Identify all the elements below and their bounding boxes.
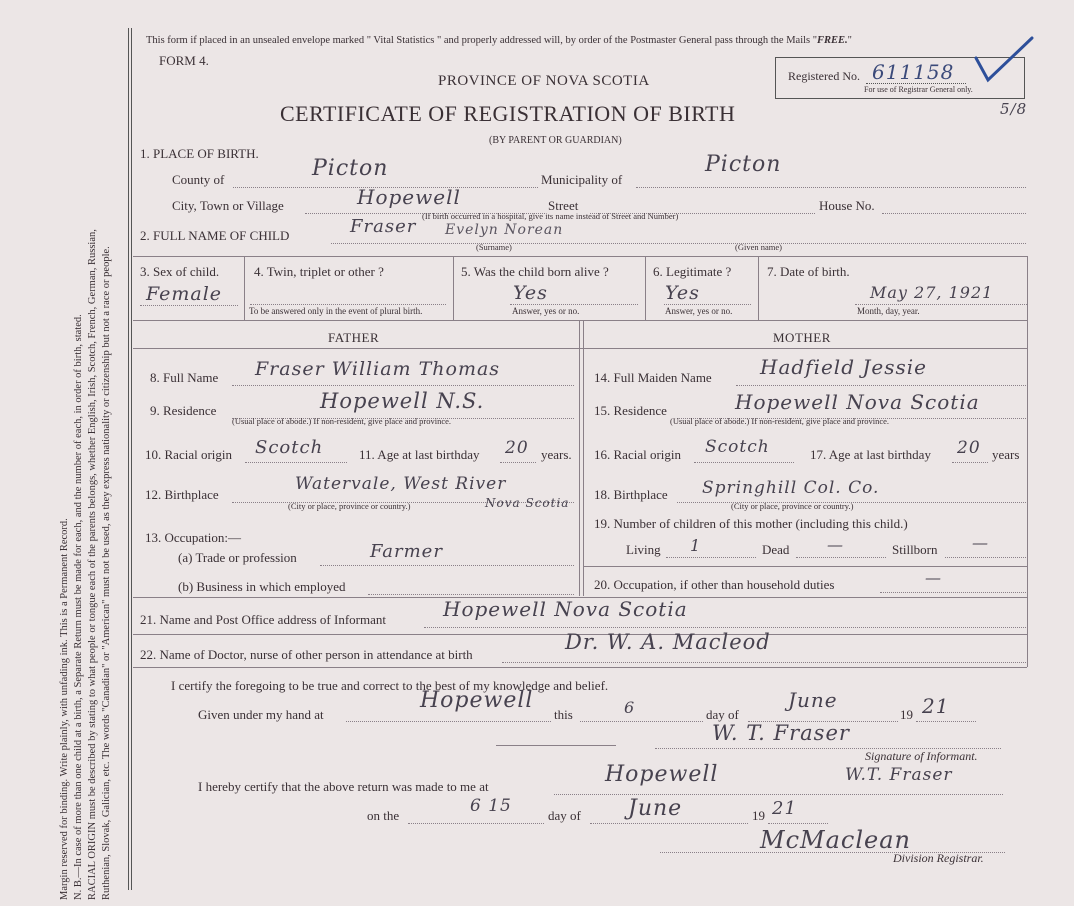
child-surname-value: Fraser <box>350 216 417 237</box>
legitimate-label: 6. Legitimate ? <box>653 264 732 279</box>
county-value: Picton <box>312 156 389 181</box>
margin-note-4: Ruthenian, Slovak, Galician, etc. The words "Canadian" or "American" must not be used, as they express nationality or citizenship but not a race or people. <box>101 246 112 900</box>
mother-name-value: Hadfield Jessie <box>760 355 927 379</box>
margin-note-3: RACIAL ORIGIN must be described by stating to what people or tongue each of the parents belongs, whether English, Irish, Scotch, French, German, Russian, <box>87 229 98 900</box>
doctor-label: 22. Name of Doctor, nurse of other person in attendance at birth <box>140 647 473 662</box>
mother-name-label: 14. Full Maiden Name <box>594 370 712 385</box>
province-heading: PROVINCE OF NOVA SCOTIA <box>438 73 650 89</box>
return-year-value: 21 <box>772 798 797 819</box>
doctor-value: Dr. W. A. Macleod <box>565 630 771 654</box>
living-value: 1 <box>690 536 702 555</box>
mother-residence-value: Hopewell Nova Scotia <box>735 390 980 414</box>
father-abode-note: (Usual place of abode.) If non-resident, give place and province. <box>232 416 452 426</box>
father-name-label: 8. Full Name <box>150 370 219 385</box>
postal-notice: This form if placed in an unsealed envelope marked " Vital Statistics " and properly addressed will, by order of the Postmaster General pass through the Mails "FREE." <box>146 35 852 46</box>
father-residence-label: 9. Residence <box>150 403 217 418</box>
form-number: FORM 4. <box>159 53 209 68</box>
city-value: Hopewell <box>357 185 461 209</box>
legitimate-note: Answer, yes or no. <box>665 306 733 316</box>
return-place-value: Hopewell <box>605 762 719 787</box>
twin-label: 4. Twin, triplet or other ? <box>254 264 384 279</box>
father-trade-label: (a) Trade or profession <box>178 550 297 565</box>
informant-label: 21. Name and Post Office address of Informant <box>140 612 386 627</box>
dead-value: — <box>827 535 844 554</box>
father-occupation-label: 13. Occupation:— <box>145 530 242 545</box>
surname-caption: (Surname) <box>476 242 512 252</box>
checkmark-icon <box>970 32 1040 92</box>
margin-note-1: Margin reserved for binding. Write plainly, with unfading ink. This is a Permanent Record. <box>59 518 70 900</box>
sex-label: 3. Sex of child. <box>140 264 220 279</box>
given-caption: (Given name) <box>735 242 782 252</box>
return-year-prefix: 19 <box>752 808 765 823</box>
dob-label: 7. Date of birth. <box>767 264 850 279</box>
father-name-value: Fraser William Thomas <box>255 358 501 380</box>
father-birthplace-value: Watervale, West River <box>295 474 507 494</box>
child-name-label: 2. FULL NAME OF CHILD <box>140 228 290 243</box>
margin-rule <box>128 28 129 890</box>
return-day-of-label: day of <box>548 808 581 823</box>
twin-note: To be answered only in the event of plural birth. <box>249 306 423 316</box>
place-of-birth-label: 1. PLACE OF BIRTH. <box>140 146 259 161</box>
alive-label: 5. Was the child born alive ? <box>461 264 609 279</box>
hereby-certify-text: I hereby certify that the above return was made to me at <box>198 779 489 794</box>
county-label: County of <box>172 172 225 187</box>
father-racial-value: Scotch <box>255 437 324 458</box>
father-age-label: 11. Age at last birthday <box>359 447 480 462</box>
certificate-subtitle: (BY PARENT OR GUARDIAN) <box>489 135 622 146</box>
return-initials: W.T. Fraser <box>845 765 953 785</box>
dob-value: May 27, 1921 <box>870 283 994 302</box>
margin-rule-inner <box>131 28 132 890</box>
children-count-label: 19. Number of children of this mother (including this child.) <box>594 516 908 531</box>
return-month-value: June <box>628 796 683 821</box>
margin-note-2: N. B.—In case of more than one child at a birth, a Separate Return must be made for each, and the number of each, in order of birth, stated. <box>73 314 84 900</box>
mother-heading: MOTHER <box>773 330 831 345</box>
day-of-label: day of <box>706 707 739 722</box>
informant-signature-caption: Signature of Informant. <box>865 749 978 763</box>
mother-years-label: years <box>992 447 1020 462</box>
legitimate-value: Yes <box>665 282 700 304</box>
dob-note: Month, day, year. <box>857 306 920 316</box>
sex-value: Female <box>146 283 223 305</box>
father-residence-value: Hopewell N.S. <box>320 389 485 413</box>
mother-occupation-label: 20. Occupation, if other than household duties <box>594 577 835 592</box>
given-under-label: Given under my hand at <box>198 707 324 722</box>
informant-signature: W. T. Fraser <box>712 721 850 745</box>
registrar-signature: McMaclean <box>760 826 911 854</box>
mother-birthplace-value: Springhill Col. Co. <box>702 478 880 498</box>
corner-mark: 5/8 <box>1000 100 1028 118</box>
father-age-value: 20 <box>505 438 529 458</box>
registrar-caption: Division Registrar. <box>893 851 984 865</box>
this-label: this <box>554 707 573 722</box>
stillborn-label: Stillborn <box>892 542 938 557</box>
margin-notes <box>58 40 114 900</box>
father-birthplace-label: 12. Birthplace <box>145 487 219 502</box>
certificate-title: CERTIFICATE OF REGISTRATION OF BIRTH <box>280 101 736 126</box>
mother-age-value: 20 <box>957 438 981 458</box>
house-label: House No. <box>819 198 875 213</box>
father-heading: FATHER <box>328 330 380 345</box>
father-years-label: years. <box>541 447 572 462</box>
registrar-note: For use of Registrar General only. <box>864 85 973 94</box>
return-day-value: 6 15 <box>470 796 512 816</box>
father-birthplace-value2: Nova Scotia <box>485 496 570 510</box>
certify-text: I certify the foregoing to be true and correct to the best of my knowledge and belief. <box>171 678 609 693</box>
given-month-value: June <box>788 688 838 712</box>
year-prefix-label: 19 <box>900 707 913 722</box>
child-given-value: Evelyn Norean <box>445 222 564 238</box>
stillborn-value: — <box>972 533 989 552</box>
given-place-value: Hopewell <box>420 688 534 713</box>
mother-birthplace-note: (City or place, province or country.) <box>731 501 854 511</box>
hospital-note: (If birth occurred in a hospital, give its name instead of Street and Number) <box>422 211 679 221</box>
on-the-label: on the <box>367 808 400 823</box>
mother-racial-label: 16. Racial origin <box>594 447 682 462</box>
alive-value: Yes <box>513 282 548 304</box>
mother-age-label: 17. Age at last birthday <box>810 447 931 462</box>
father-racial-label: 10. Racial origin <box>145 447 233 462</box>
mother-residence-label: 15. Residence <box>594 403 667 418</box>
municipality-label: Municipality of <box>541 172 623 187</box>
registered-label: Registered No. <box>788 69 860 83</box>
municipality-value: Picton <box>705 152 782 177</box>
dead-label: Dead <box>762 542 790 557</box>
mother-racial-value: Scotch <box>705 437 770 457</box>
father-birthplace-note: (City or place, province or country.) <box>288 501 411 511</box>
informant-value: Hopewell Nova Scotia <box>443 597 688 621</box>
given-year-value: 21 <box>922 694 950 718</box>
registered-number: 611158 <box>872 60 955 84</box>
living-label: Living <box>626 542 661 557</box>
mother-occupation-value: — <box>925 568 942 587</box>
street-label: Street <box>548 198 579 213</box>
given-day-value: 6 <box>624 698 636 717</box>
mother-abode-note: (Usual place of abode.) If non-resident, give place and province. <box>670 416 890 426</box>
mother-birthplace-label: 18. Birthplace <box>594 487 668 502</box>
father-trade-value: Farmer <box>370 541 443 562</box>
alive-note: Answer, yes or no. <box>512 306 580 316</box>
father-business-label: (b) Business in which employed <box>178 579 346 594</box>
city-label: City, Town or Village <box>172 198 284 213</box>
